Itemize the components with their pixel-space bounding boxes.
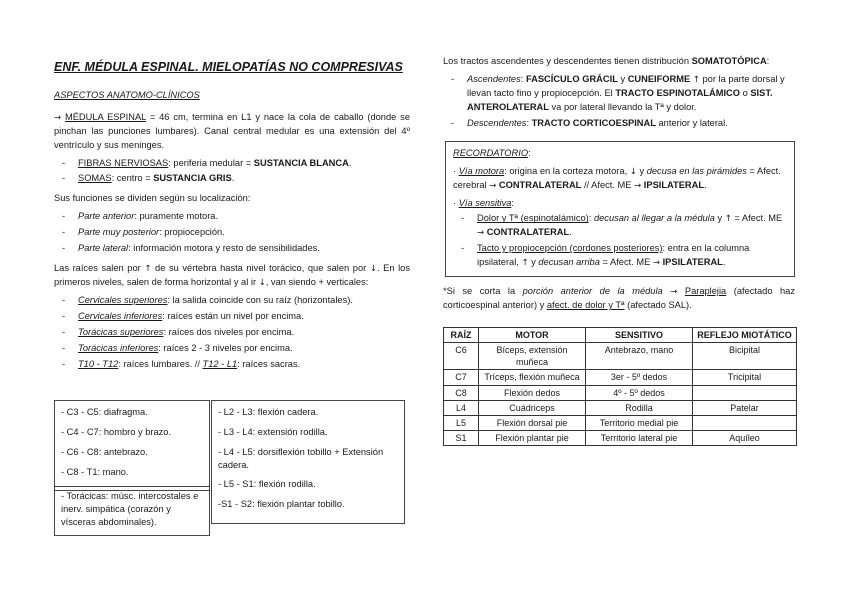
funciones-list — [54, 210, 410, 256]
sensitiva-list — [453, 212, 787, 270]
section-subtitle: ASPECTOS ANATOMO-CLÍNICOS — [54, 89, 200, 100]
header-sensitivo: SENSITIVO — [586, 328, 693, 343]
right-arrow-icon: → — [652, 258, 660, 269]
lumbar-box: - L2 - L3: flexión cadera. - L3 - L4: extensión rodilla. - L4 - L5: dorsiflexión tobillo + Extensión cadera. - L5 - S1: flexión rodilla. -S1 - S2: flexión plantar tobillo. — [211, 400, 405, 524]
right-arrow-icon: → — [670, 287, 678, 298]
list-item: - Torácicas inferiores: raíces 2 - 3 niveles por encima. — [54, 342, 410, 356]
right-column — [443, 55, 795, 446]
recordatorio-box — [445, 141, 795, 278]
raices-intro: Las raíces salen por ↑ de su vértebra hasta nivel torácico, que salen por ↓. En los primeros niveles, salen de forma horizontal y al ir ↓, van siendo + verticales: — [54, 263, 410, 289]
header-reflejo: REFLEJO MIOTÁTICO — [693, 328, 797, 343]
down-arrow-icon: ↓ — [369, 264, 377, 275]
table-row: C8 Flexión dedos 4º - 5º dedos — [444, 385, 797, 400]
tractos-intro: Los tractos ascendentes y descendentes tienen distribución SOMATOTÓPICA: — [443, 56, 770, 66]
up-arrow-icon: ↑ — [521, 258, 529, 269]
list-item: - Parte anterior: puramente motora. — [54, 210, 410, 224]
tractos-list — [443, 73, 795, 131]
right-arrow-icon: → — [489, 180, 497, 191]
structure-list — [54, 157, 410, 187]
right-arrow-icon: → — [634, 180, 642, 191]
table-row: L4 Cuádriceps Rodilla Patelar — [444, 400, 797, 415]
up-arrow-icon: ↑ — [692, 74, 700, 85]
table-row: C7 Tríceps, flexión muñeca 3er - 5º dedos Tricipital — [444, 370, 797, 385]
raices-table — [443, 327, 797, 446]
raices-list — [54, 294, 410, 372]
page-title: ENF. MÉDULA ESPINAL. MIELOPATÍAS NO COMPRESIVAS — [54, 60, 403, 74]
nota-paragraph: *Si se corta la porción anterior de la médula → Paraplejia (afectado haz corticoespinal anterior) y afect. de dolor y Tª (afectado SAL). — [443, 286, 795, 311]
up-arrow-icon: ↑ — [724, 214, 732, 225]
header-raiz: RAÍZ — [444, 328, 479, 343]
list-item: - Ascendentes: FASCÍCULO GRÁCIL y CUNEIFORME ↑ por la parte dorsal y llevan tacto fino y propiocepción. El TRACTO ESPINOTALÁMICO o SIST. ANTEROLATERAL va por lateral llevando la Tª y dolor. — [443, 73, 795, 115]
up-arrow-icon: ↑ — [144, 264, 152, 275]
table-row: L5 Flexión dorsal pie Territorio medial pie — [444, 415, 797, 430]
list-item: - Torácicas superiores: raíces dos niveles por encima. — [54, 326, 410, 340]
header-motor: MOTOR — [479, 328, 586, 343]
down-arrow-icon: ↓ — [629, 166, 637, 177]
list-item: - T10 - T12: raíces lumbares. // T12 - L1: raíces sacras. — [54, 358, 410, 372]
funciones-intro: Sus funciones se dividen según su localización: — [54, 193, 251, 204]
via-sensitiva: · Vía sensitiva: — [453, 197, 514, 208]
recordatorio-label: RECORDATORIO: — [453, 147, 531, 158]
down-arrow-icon: ↓ — [258, 278, 266, 289]
list-item: - Cervicales inferiores: raíces están un nivel por encima. — [54, 310, 410, 324]
medula-paragraph: → MÉDULA ESPINAL = 46 cm, termina en L1 y nace la cola de caballo (donde se pinchan las punciones lumbares). Canal central medular es una extensión del 4º ventrículo y sus meninges. — [54, 111, 410, 150]
list-item: - Parte muy posterior: propiocepción. — [54, 226, 410, 240]
left-column — [54, 58, 410, 378]
cervical-box: - C3 - C5: diafragma. - C4 - C7: hombro y brazo. - C6 - C8: antebrazo. - C8 - T1: mano. — [54, 400, 210, 491]
right-arrow-icon: → — [54, 112, 62, 123]
table-header-row — [444, 328, 797, 343]
table-row: C6 Bíceps, extensión muñeca Antebrazo, mano Bicipital — [444, 343, 797, 370]
list-item: - Dolor y Tª (espinotalámico): decusan al llegar a la médula y ↑ = Afect. ME → CONTRALATERAL. — [453, 212, 787, 240]
medula-term: MÉDULA ESPINAL — [64, 111, 146, 122]
table-row: S1 Flexión plantar pie Territorio lateral pie Aquíleo — [444, 431, 797, 446]
list-item: - Tacto y propiocepción (cordones posteriores): entra en la columna ipsilateral, ↑ y decusan arriba = Afect. ME → IPSILATERAL. — [453, 242, 787, 270]
right-arrow-icon: → — [477, 228, 485, 239]
via-motora: · Vía motora: origina en la corteza motora, ↓ y decusa en las pirámides = Afect. cerebral → CONTRALATERAL // Afect. ME → IPSILATERAL. — [453, 165, 781, 191]
list-item: - FIBRAS NERVIOSAS: periferia medular = SUSTANCIA BLANCA. — [54, 157, 410, 171]
list-item: - Parte lateral: información motora y resto de sensibilidades. — [54, 242, 410, 256]
thoracic-box: - Torácicas: músc. intercostales e inerv. simpática (corazón y vísceras abdominales). — [54, 486, 210, 536]
list-item: - SOMAS: centro = SUSTANCIA GRIS. — [54, 172, 410, 186]
list-item: - Cervicales superiores: la salida coincide con su raíz (horizontales). — [54, 294, 410, 308]
list-item: - Descendentes: TRACTO CORTICOESPINAL anterior y lateral. — [443, 117, 795, 131]
